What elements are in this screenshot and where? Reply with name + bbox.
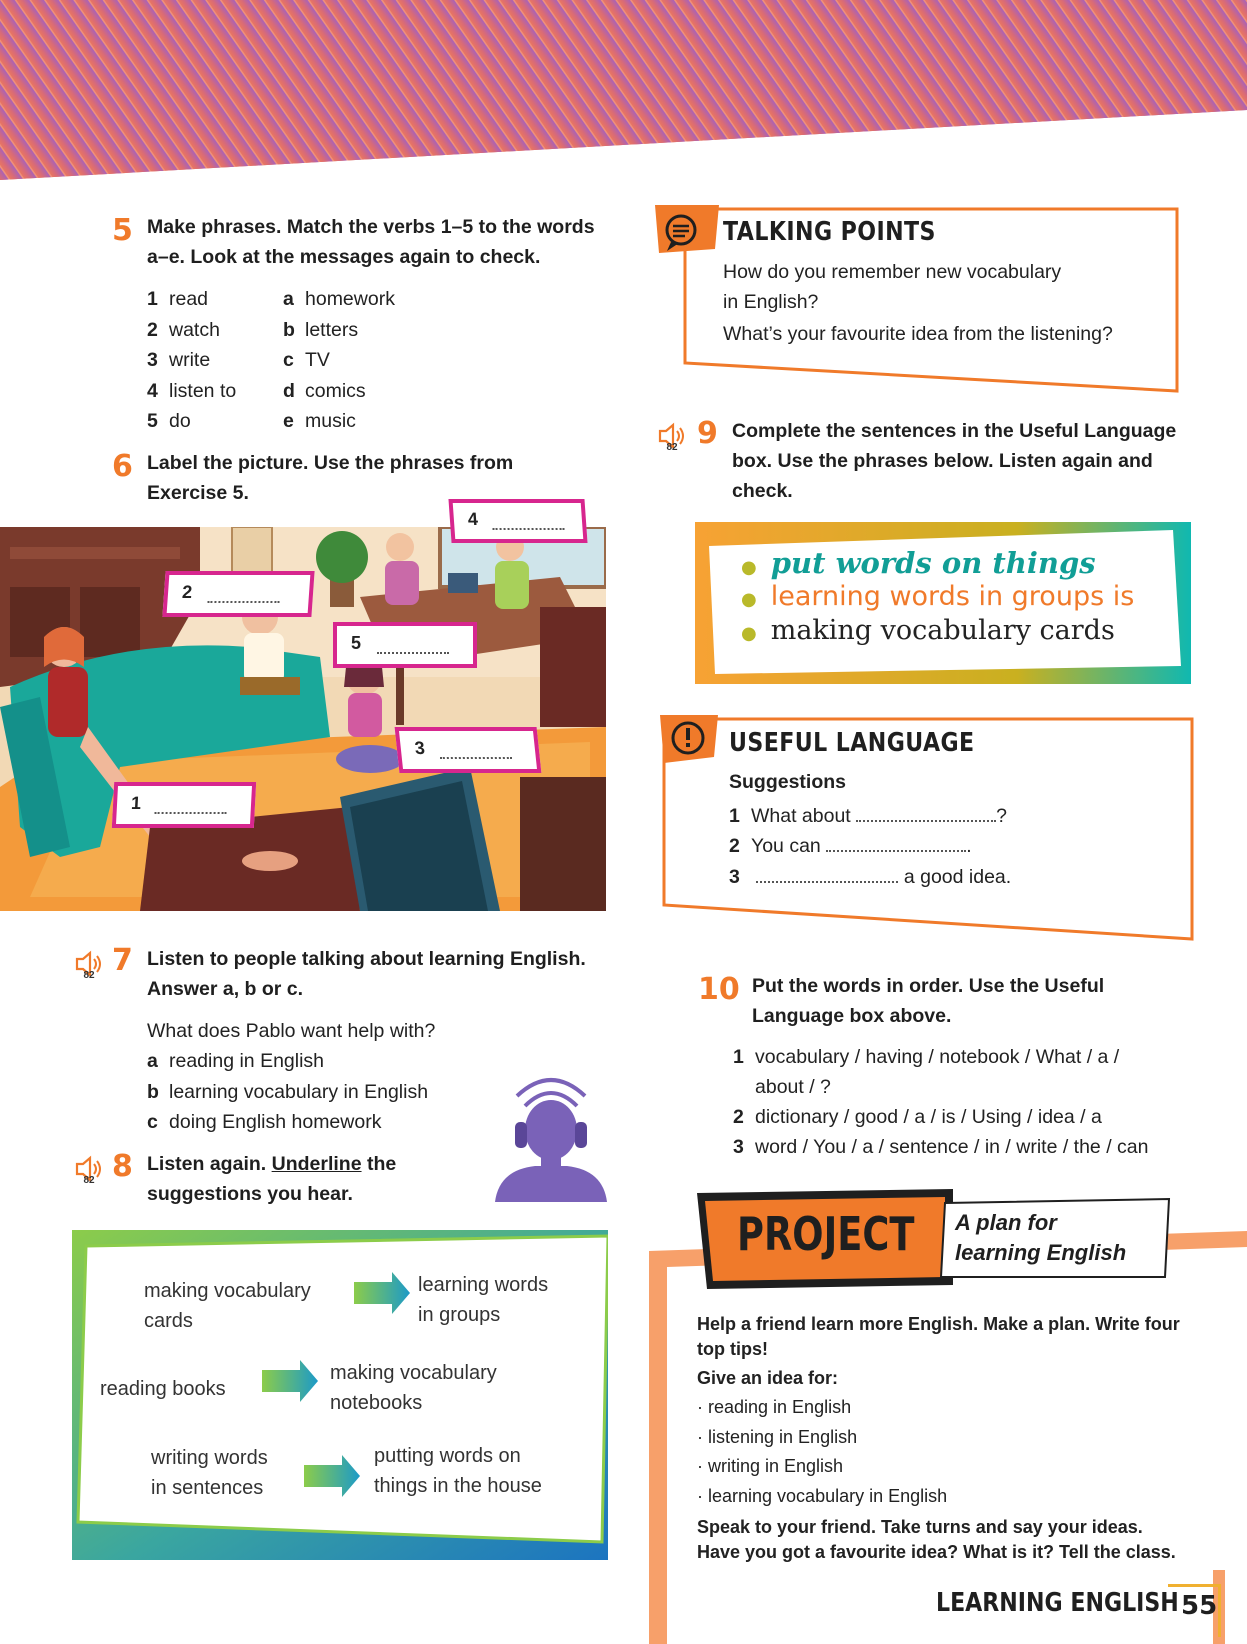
useful-item-3: 3 a good idea.	[729, 866, 1012, 888]
useful-item-1: 1 What about ?	[729, 805, 1008, 827]
list-item: ● making vocabulary cards	[741, 615, 1115, 646]
audio-track-number: 82	[666, 442, 678, 453]
list-item: · reading in English	[697, 1397, 852, 1417]
list-item: c TV	[283, 349, 330, 371]
exercise-number: 9	[697, 416, 718, 451]
list-item: ● learning words in groups is	[741, 581, 1135, 612]
footer-section-title: LEARNING ENGLISH	[936, 1588, 1179, 1618]
header-band	[0, 0, 1247, 180]
exercise-9-instruction: Complete the sentences in the Useful Language box. Use the phrases below. Listen again and check.	[732, 420, 1177, 502]
list-item: ● put words on things	[741, 546, 1096, 580]
exercise-number: 6	[112, 449, 133, 484]
list-item: · listening in English	[697, 1426, 858, 1447]
list-item: a homework	[283, 288, 395, 310]
list-item: 5 do	[147, 410, 191, 432]
list-item: b learning vocabulary in English	[147, 1080, 429, 1103]
exercise-number: 10	[698, 972, 740, 1007]
exercise-number: 7	[112, 943, 133, 978]
exercise-10-instruction: Put the words in order. Use the Useful Language box above.	[752, 975, 1105, 1027]
flow-right-3: putting words on things in the house	[374, 1445, 542, 1497]
exercise-5-instruction: Make phrases. Match the verbs 1–5 to the words a–e. Look at the messages again to check.	[147, 216, 595, 268]
page-number: 55	[1181, 1591, 1218, 1621]
audio-track-number: 82	[83, 970, 95, 981]
project-idea-heading: Give an idea for:	[697, 1368, 839, 1388]
list-item: 2 watch	[147, 318, 220, 341]
useful-language-subtitle: Suggestions	[729, 771, 847, 793]
project-bullets	[697, 1393, 947, 1511]
picture-label-1[interactable]: 1	[112, 782, 256, 828]
project-outro: Speak to your friend. Take turns and say your ideas. Have you got a favourite idea? What is it? Tell the class.	[697, 1517, 1176, 1562]
words-list	[283, 284, 395, 437]
exercise-7-question: What does Pablo want help with?	[147, 1020, 436, 1042]
exercise-number: 5	[112, 213, 133, 248]
flow-right-2: making vocabulary notebooks	[330, 1362, 497, 1414]
project-intro: Help a friend learn more English. Make a plan. Write four top tips!	[697, 1314, 1180, 1359]
list-item: e music	[283, 410, 356, 432]
exercise-7-options	[147, 1046, 428, 1138]
exercise-6-instruction: Label the picture. Use the phrases from Exercise 5.	[147, 452, 514, 504]
exercise-10-items: 1 vocabulary / having / notebook / What / a / about / ? 2 dictionary / good / a / is / Using / idea / a 3 word / You / a / sentence / in / write / the / can	[733, 1046, 1149, 1158]
picture-label-2[interactable]: 2	[162, 571, 314, 617]
audio-track-number: 82	[83, 1175, 95, 1186]
picture-label-5[interactable]: 5	[333, 622, 477, 668]
list-item: 3 write	[147, 349, 211, 371]
talking-points-title: TALKING POINTS	[723, 217, 936, 247]
list-item: · learning vocabulary in English	[697, 1485, 948, 1506]
list-item: c doing English homework	[147, 1111, 382, 1133]
list-item: 4 listen to	[147, 379, 237, 402]
useful-item-2: 2 You can .	[729, 835, 972, 857]
list-item: 1 read	[147, 288, 209, 310]
list-item: · writing in English	[697, 1456, 844, 1476]
flow-left-3: writing words in sentences	[151, 1447, 268, 1499]
exercise-8-instruction: Listen again. Underline the suggestions you hear.	[147, 1153, 397, 1205]
picture-label-3[interactable]: 3	[395, 727, 542, 773]
picture-label-4[interactable]: 4	[448, 499, 587, 543]
list-item: a reading in English	[147, 1050, 325, 1072]
exercise-number: 8	[112, 1149, 133, 1184]
phrase-list	[741, 546, 1134, 648]
page-number-box	[1168, 1584, 1221, 1637]
flow-left-1: making vocabulary cards	[144, 1280, 311, 1332]
exercise-7-instruction: Listen to people talking about learning English. Answer a, b or c.	[147, 948, 586, 1000]
talking-points-text: How do you remember new vocabulary in English? What’s your favourite idea from the listening?	[723, 261, 1113, 345]
project-title: A plan for learning English	[955, 1210, 1127, 1265]
headphones-listener-icon	[495, 1066, 607, 1202]
verbs-list	[147, 284, 236, 437]
list-item: b letters	[283, 318, 359, 341]
project-tag: PROJECT	[737, 1207, 915, 1261]
flow-left-2: reading books	[100, 1378, 226, 1400]
list-item: d comics	[283, 379, 366, 402]
useful-language-title: USEFUL LANGUAGE	[729, 728, 975, 758]
flow-right-1: learning words in groups	[418, 1274, 549, 1326]
